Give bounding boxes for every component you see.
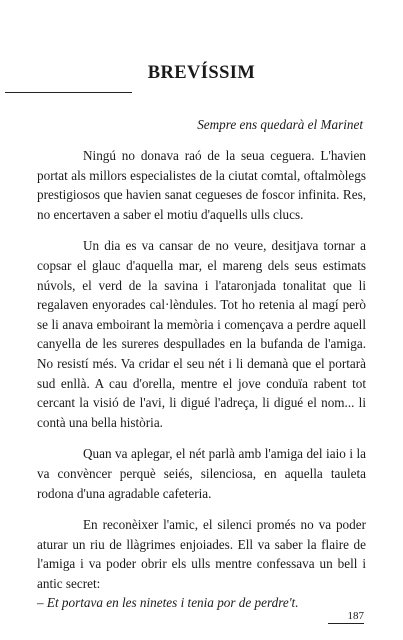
page-number: 187 [328, 610, 365, 624]
dialogue-text: Et portava en les ninetes i tenia por de perdre't. [46, 595, 299, 611]
paragraph-2: Un dia es va cansar de no veure, desitjava tornar a copsar el glauc d'aquella mar, el mareng dels seus estimats núvols, el verd de la savina i l'ataronjada tonalitat que li regalaven enyorades cal·lèndules. Tot ho retenia al magí però se li anava emboirant la memòria i començava a perdre aquell canyella de les sureres despullades en la bufanda de l'amiga. No resistí més. Va cridar el seu nét i li demanà que el portarà sud enllà. A cau d'orella, mentre el jove conduïa rabent tot cercant la visió de l'avi, li digué l'adreça, li digué el nom... li contà una bella història. [37, 238, 366, 430]
dialogue-dash: – [37, 595, 44, 611]
closing-dialogue [37, 593, 366, 613]
epigraph: Sempre ens quedarà el Marinet [197, 117, 363, 132]
paragraph-3: Quan va aplegar, el nét parlà amb l'amiga del iaio i la va convèncer perquè seiés, silenciosa, en aquella tauleta rodona d'una agradable cafeteria. [37, 446, 366, 501]
paragraph-4: En reconèixer l'amic, el silenci promés no va poder aturar un riu de llàgrimes enjoiades. Ell va saber la flaire de l'amiga i va poder obrir els ulls mentre confessava un bell i antic secret: [37, 517, 366, 591]
chapter-title: BREVÍSSIM [147, 63, 256, 83]
paragraph-1: Ningú no donava raó de la seua ceguera. L'havien portat als millors especialistes de la ciutat comtal, oftalmòlegs prestigiosos que havien sanat cegueses de foscor infinita. Res, no encertaven a saber el motiu d'aquells ulls clucs. [37, 148, 366, 222]
story-body [37, 146, 366, 613]
title-underline-rule [5, 92, 132, 93]
